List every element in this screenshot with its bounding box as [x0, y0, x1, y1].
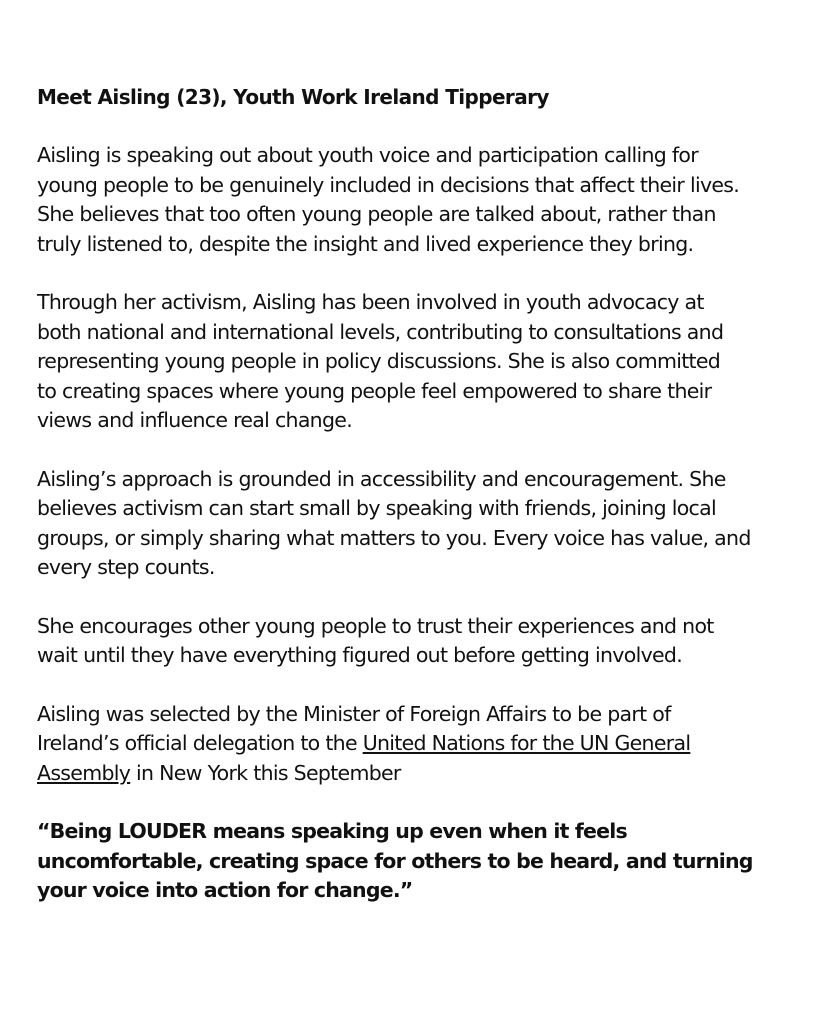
text-line: truly listened to, despite the insight and lived experience they bring. [37, 231, 694, 256]
quote-line: your voice into action for change.” [37, 878, 413, 902]
text-line: to creating spaces where young people feel empowered to share their [37, 378, 712, 403]
text-line: young people to be genuinely included in decisions that affect their lives. [37, 172, 740, 197]
paragraph-delegation [37, 700, 787, 789]
quote-line: “Being LOUDER means speaking up even when it feels [37, 819, 627, 843]
pull-quote [37, 817, 787, 906]
article-heading: Meet Aisling (23), Youth Work Ireland Tipperary [37, 85, 549, 109]
text-line: views and influence real change. [37, 408, 353, 432]
text-segment: Ireland’s official delegation to the [37, 731, 363, 755]
text-line: Through her activism, Aisling has been involved in youth advocacy at [37, 290, 704, 314]
text-segment: in New York this September [130, 760, 401, 785]
un-general-assembly-link[interactable]: United Nations for the UN General [362, 731, 691, 755]
text-line: every step counts. [37, 555, 215, 579]
text-line: representing young people in policy discussions. She is also committed [37, 349, 721, 373]
text-line: groups, or simply sharing what matters to you. Every voice has value, and [37, 525, 751, 550]
text-line: believes activism can start small by speaking with friends, joining local [37, 496, 716, 520]
paragraph-activism [37, 288, 787, 436]
paragraph-encouragement [37, 612, 787, 671]
text-line [37, 759, 787, 789]
quote-line: uncomfortable, creating space for others to be heard, and turning [37, 848, 753, 873]
paragraph-youth-voice [37, 141, 787, 259]
text-line: She believes that too often young people are talked about, rather than [37, 202, 716, 226]
article [37, 82, 787, 906]
text-line: She encourages other young people to trust their experiences and not [37, 613, 714, 638]
text-line: Aisling’s approach is grounded in accessibility and encouragement. She [37, 466, 726, 491]
text-line: wait until they have everything figured out before getting involved. [37, 643, 683, 667]
text-line [37, 729, 787, 759]
un-general-assembly-link-continued[interactable]: Assembly [37, 760, 131, 785]
text-line: both national and international levels, contributing to consultations and [37, 319, 724, 344]
text-line: Aisling was selected by the Minister of Foreign Affairs to be part of [37, 701, 671, 726]
text-line: Aisling is speaking out about youth voice and participation calling for [37, 143, 698, 167]
paragraph-approach [37, 465, 787, 583]
